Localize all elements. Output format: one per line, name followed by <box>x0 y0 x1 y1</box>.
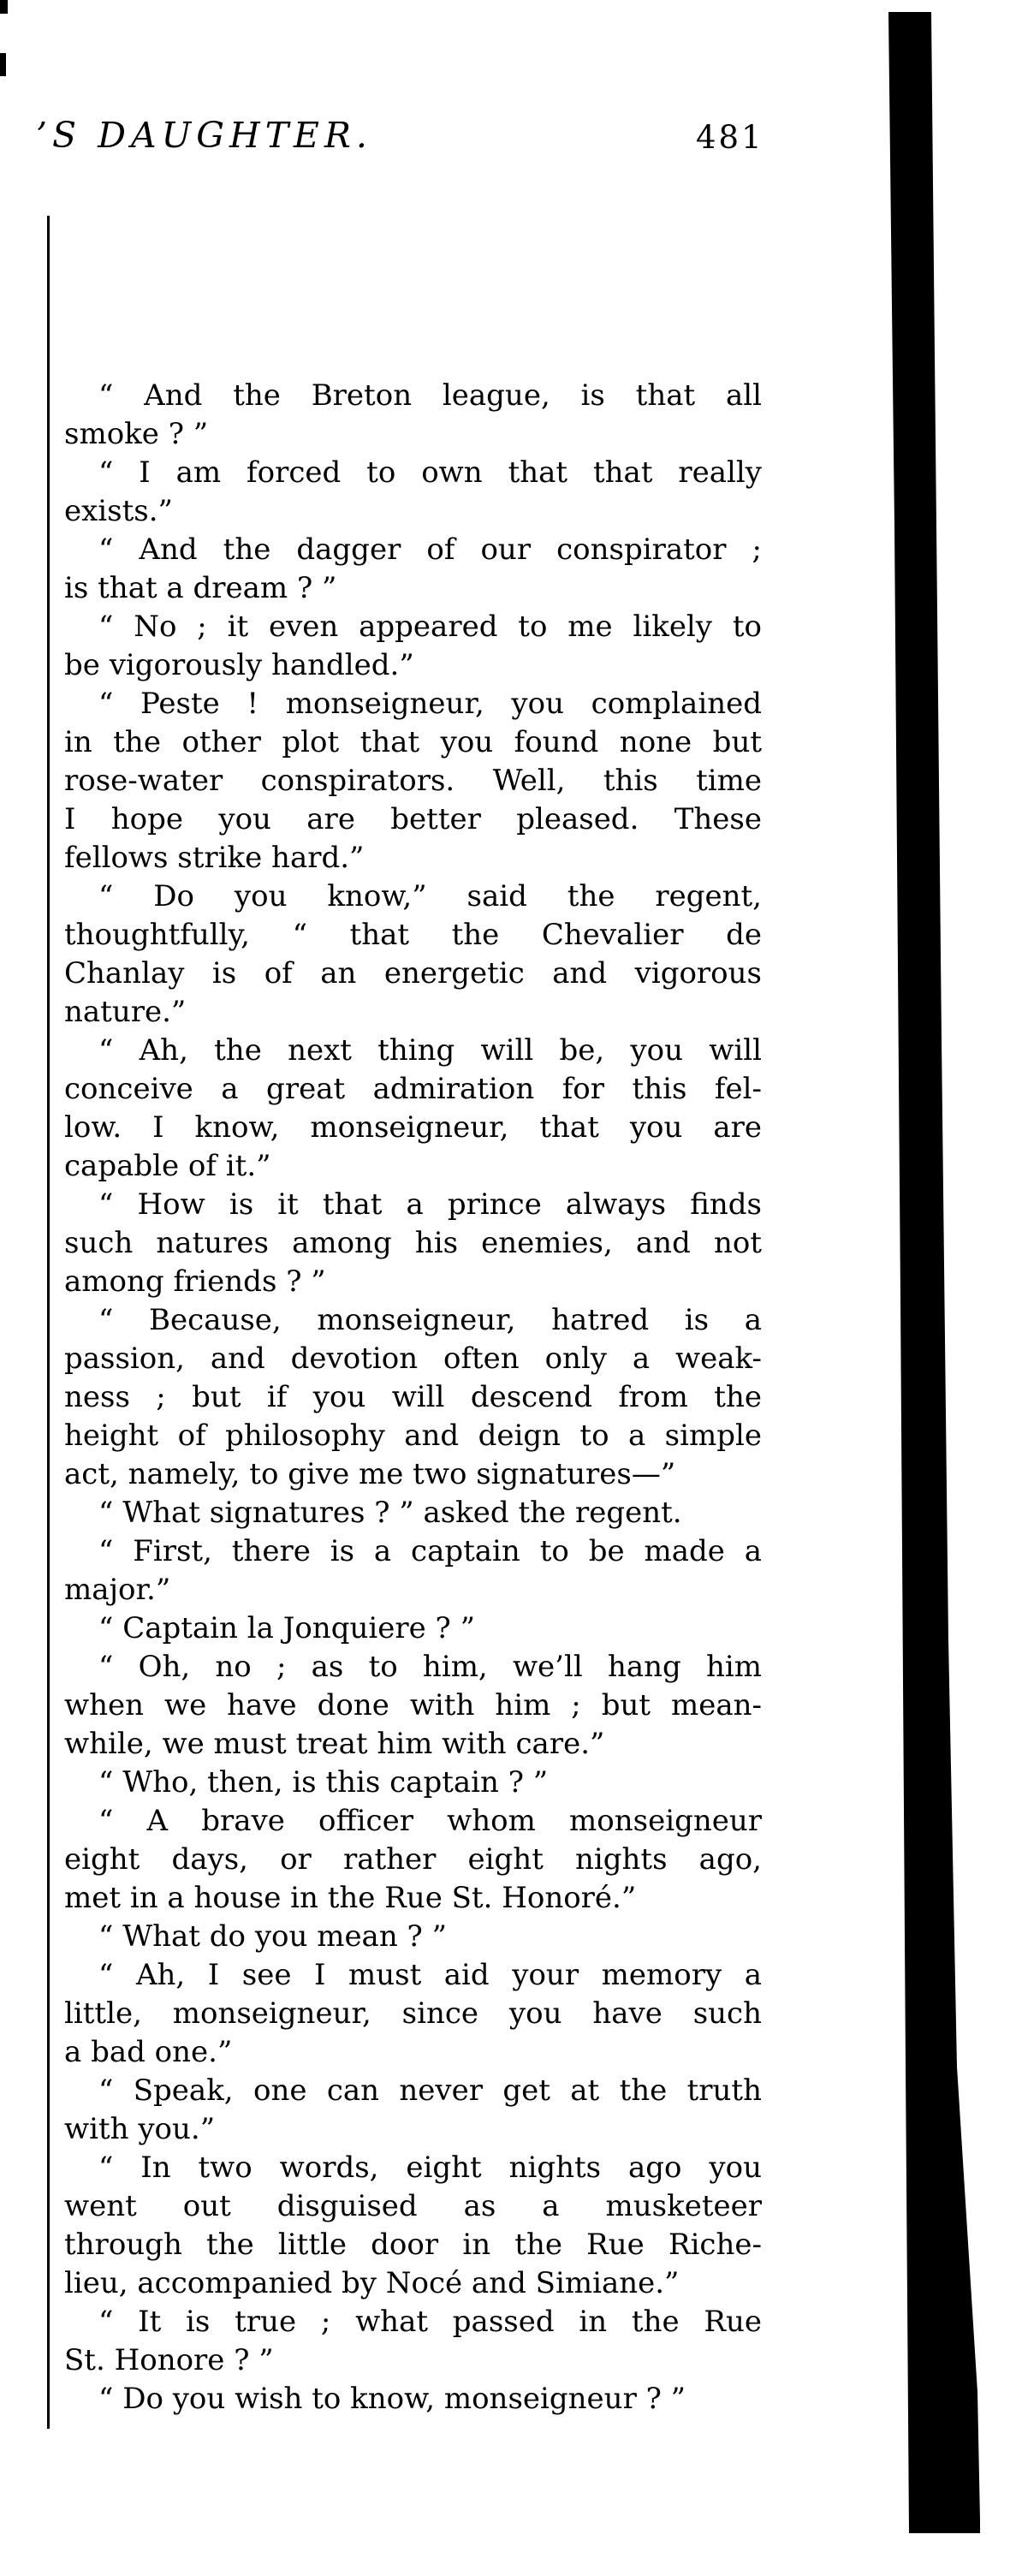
scan-gutter-bar <box>882 12 984 2533</box>
paragraph <box>64 685 762 878</box>
text-line: went out disguised as a musketeer <box>64 2189 762 2223</box>
scan-smudge-icon <box>0 53 6 76</box>
text-line: “ A brave officer whom monseigneur <box>98 1804 762 1838</box>
text-line: such natures among his enemies, and not <box>64 1226 762 1260</box>
paragraph <box>64 608 762 685</box>
text-line: “ First, there is a captain to be made a <box>98 1534 762 1568</box>
text-line: I hope you are better pleased. These <box>64 802 762 836</box>
text-line: passion, and devotion often only a weak- <box>64 1342 762 1376</box>
text-line: among friends ? ” <box>64 1264 326 1299</box>
paragraph <box>64 2380 762 2418</box>
text-line: “ I am forced to own that that really <box>98 455 762 490</box>
text-line: while, we must treat him with care.” <box>64 1727 605 1761</box>
paragraph <box>64 2303 762 2380</box>
text-line: “ Oh, no ; as to him, we’ll hang him <box>98 1650 762 1684</box>
paragraph <box>64 2149 762 2303</box>
text-line: conceive a great admiration for this fel- <box>64 1072 762 1106</box>
text-line: rose-water conspirators. Well, this time <box>64 764 762 798</box>
text-line: smoke ? ” <box>64 417 209 451</box>
text-line: through the little door in the Rue Riche- <box>64 2228 762 2262</box>
paragraph <box>64 1186 762 1301</box>
text-line: little, monseigneur, since you have such <box>64 1996 762 2031</box>
text-line: in the other plot that you found none but <box>64 725 762 759</box>
paragraph <box>64 878 762 1032</box>
paragraph <box>64 1494 762 1532</box>
paragraph <box>64 1532 762 1609</box>
paragraph <box>64 1609 762 1648</box>
text-line: met in a house in the Rue St. Honoré.” <box>64 1881 637 1915</box>
paragraph <box>64 1802 762 1918</box>
text-line: act, namely, to give me two signatures—” <box>64 1457 676 1491</box>
running-header-title: ’S DAUGHTER. <box>36 115 372 156</box>
paragraph <box>64 1956 762 2072</box>
text-line: low. I know, monseigneur, that you are <box>64 1110 762 1145</box>
paragraph <box>64 1301 762 1494</box>
text-line: lieu, accompanied by Nocé and Simiane.” <box>64 2266 680 2300</box>
text-line: height of philosophy and deign to a simple <box>64 1419 762 1453</box>
text-line: “ Do you wish to know, monseigneur ? ” <box>98 2382 686 2416</box>
text-line: Chanlay is of an energetic and vigorous <box>64 956 762 991</box>
paragraph <box>64 1918 762 1956</box>
text-line: “ Who, then, is this captain ? ” <box>98 1765 549 1800</box>
text-line: nature.” <box>64 995 187 1029</box>
text-line: eight days, or rather eight nights ago, <box>64 1842 762 1877</box>
text-line: St. Honore ? ” <box>64 2343 274 2377</box>
paragraph <box>64 1032 762 1186</box>
paragraph <box>64 1764 762 1802</box>
text-line: “ Because, monseigneur, hatred is a <box>98 1303 762 1337</box>
text-line: capable of it.” <box>64 1149 271 1183</box>
paragraph <box>64 531 762 608</box>
text-line: “ Captain la Jonquiere ? ” <box>98 1611 475 1645</box>
text-line: major.” <box>64 1573 171 1607</box>
text-line: with you.” <box>64 2112 216 2146</box>
text-line: “ Ah, the next thing will be, you will <box>98 1033 762 1068</box>
scan-smudge-icon <box>0 0 8 14</box>
text-line: “ What do you mean ? ” <box>98 1919 447 1954</box>
text-column <box>64 377 762 2418</box>
text-line: “ Peste ! monseigneur, you complained <box>98 687 762 721</box>
text-line: be vigorously handled.” <box>64 648 414 682</box>
text-line: “ No ; it even appeared to me likely to <box>98 610 762 644</box>
text-line: “ It is true ; what passed in the Rue <box>98 2305 762 2339</box>
text-line: “ In two words, eight nights ago you <box>98 2151 762 2185</box>
text-line: “ Speak, one can never get at the truth <box>98 2073 762 2108</box>
paragraph <box>64 1648 762 1764</box>
text-line: “ What signatures ? ” asked the regent. <box>98 1496 682 1530</box>
left-margin-rule <box>47 216 50 2429</box>
text-line: “ Do you know,” said the regent, <box>98 879 762 913</box>
paragraph <box>64 454 762 531</box>
text-line: “ Ah, I see I must aid your memory a <box>98 1958 762 1992</box>
text-line: “ And the Breton league, is that all <box>98 378 762 413</box>
text-line: “ And the dagger of our conspirator ; <box>98 532 762 567</box>
text-line: “ How is it that a prince always finds <box>98 1187 762 1222</box>
page-number: 481 <box>696 119 764 156</box>
paragraph <box>64 377 762 454</box>
text-line: ness ; but if you will descend from the <box>64 1380 762 1414</box>
text-line: is that a dream ? ” <box>64 571 337 605</box>
text-line: thoughtfully, “ that the Chevalier de <box>64 918 762 952</box>
text-line: a bad one.” <box>64 2035 233 2069</box>
text-line: when we have done with him ; but mean- <box>64 1688 762 1722</box>
text-line: fellows strike hard.” <box>64 841 365 875</box>
paragraph <box>64 2072 762 2149</box>
text-line: exists.” <box>64 494 173 528</box>
